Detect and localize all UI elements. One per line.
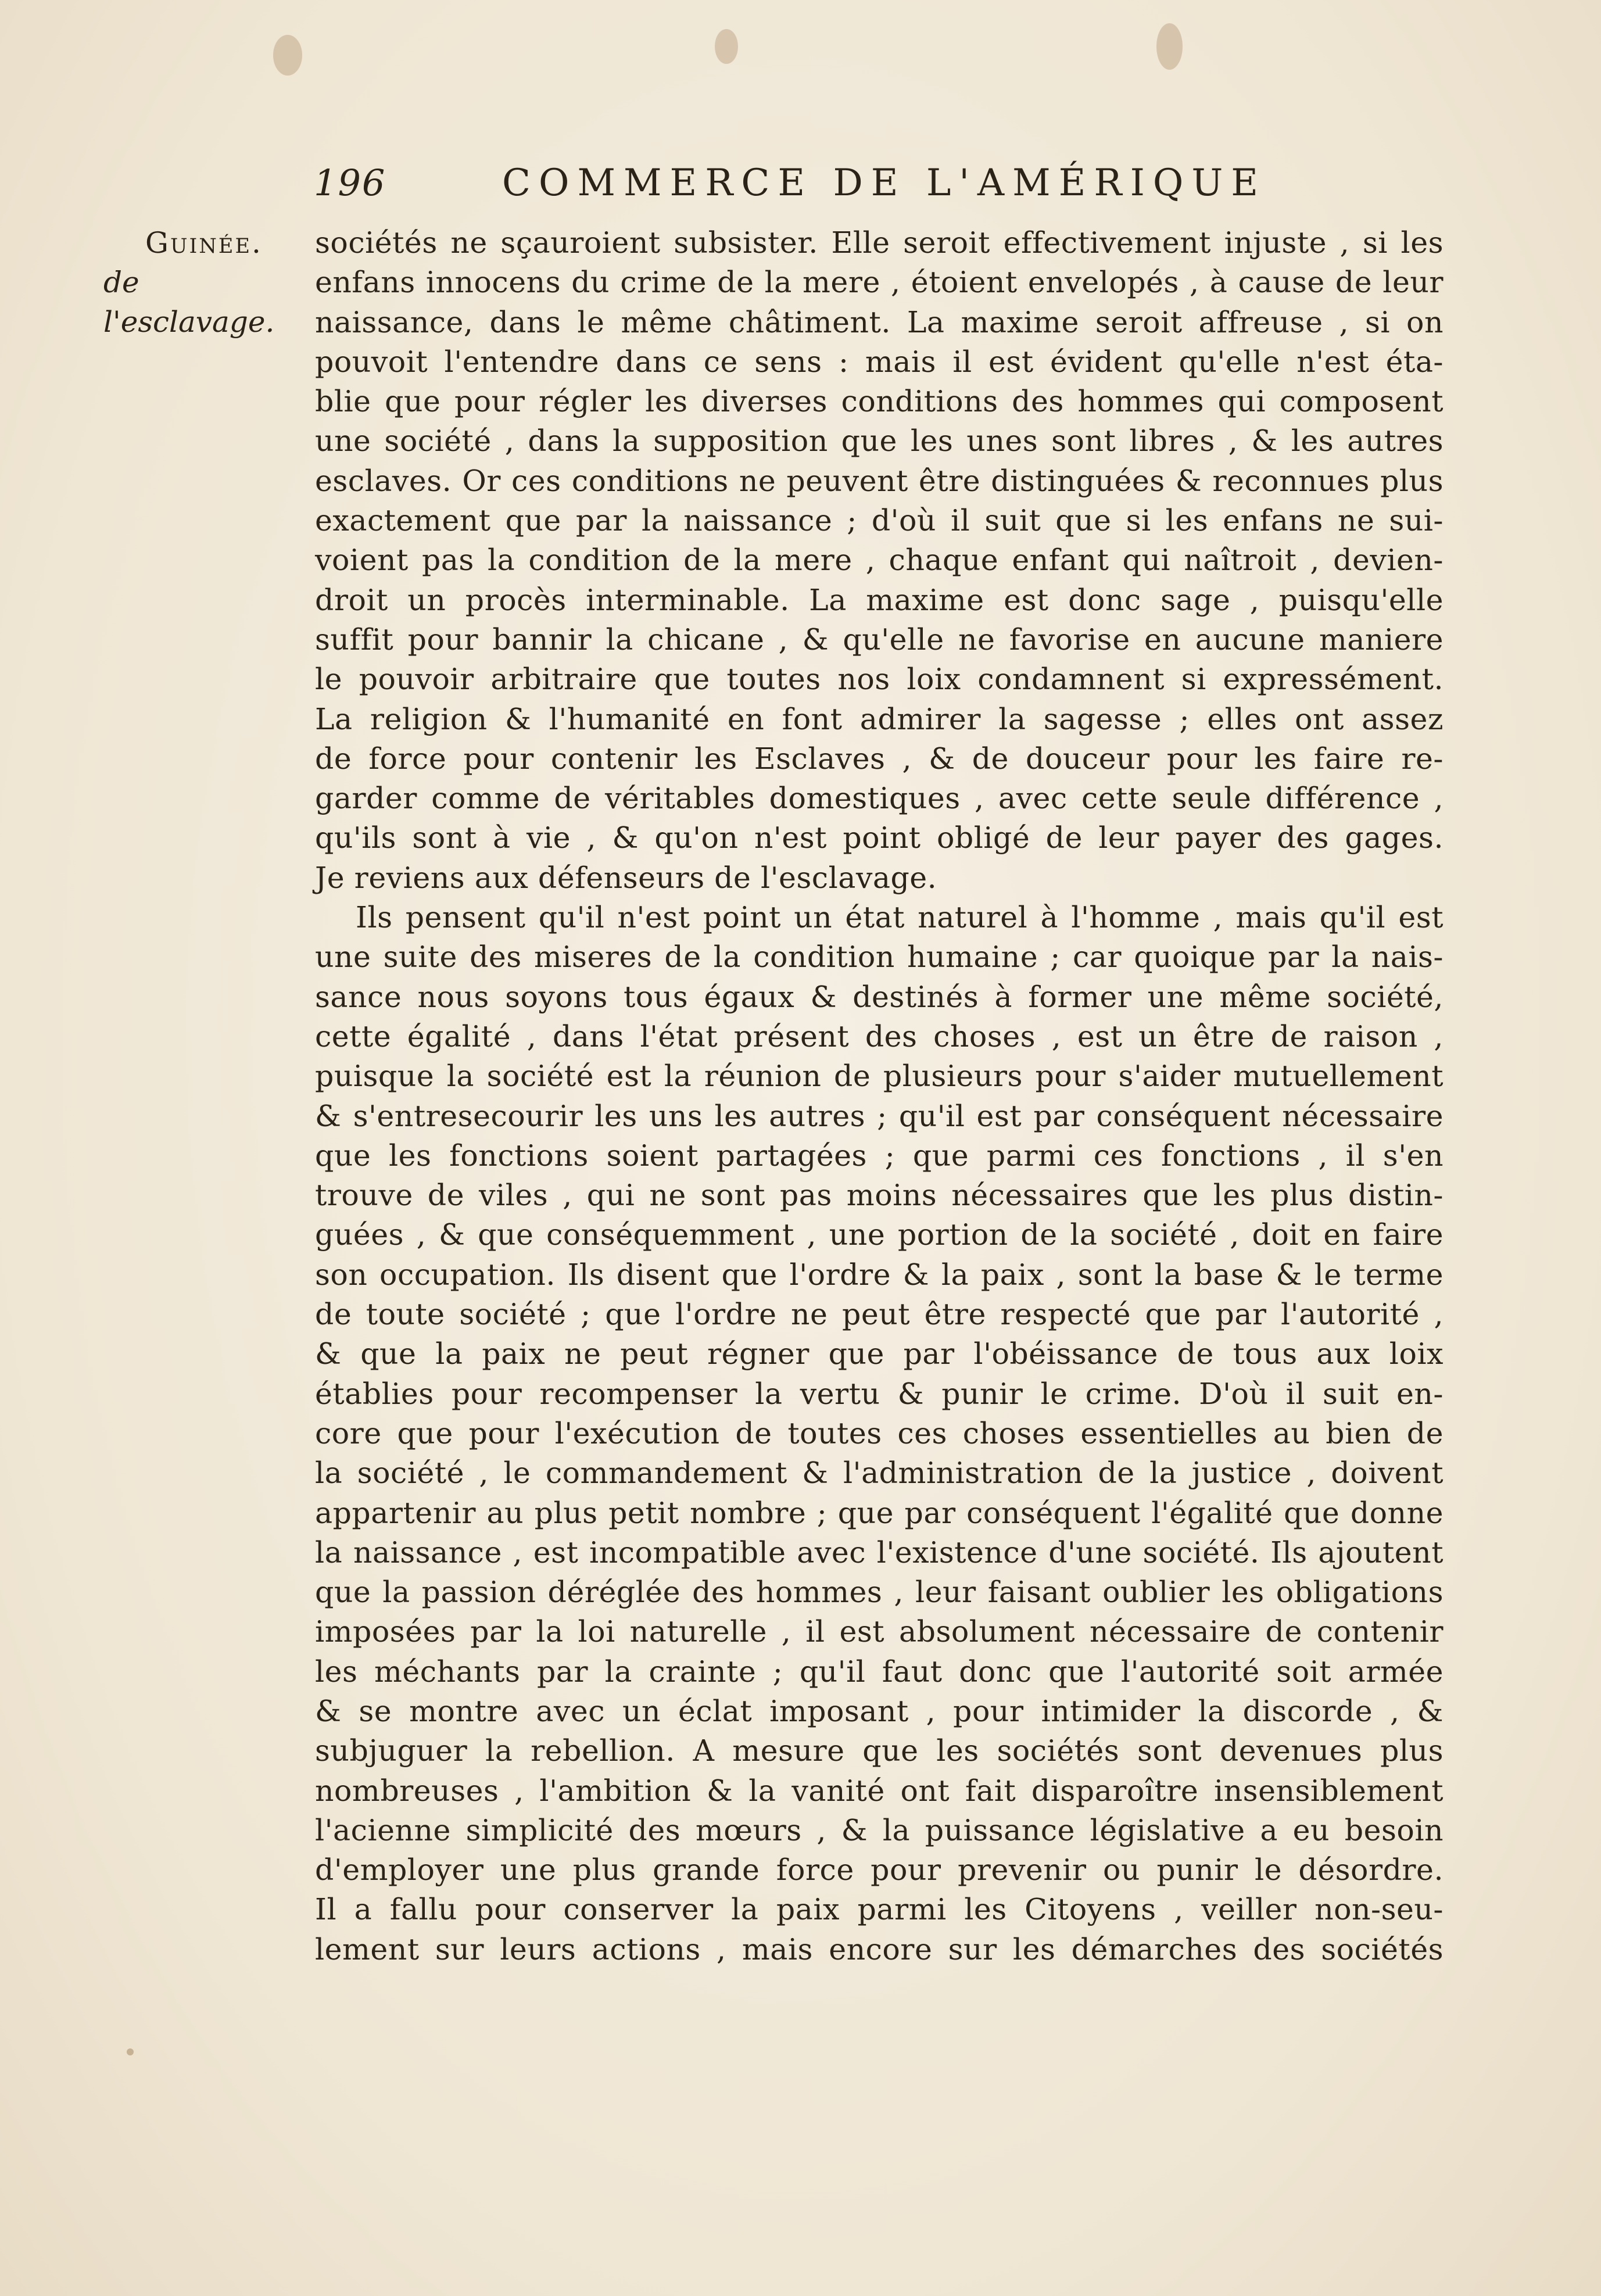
text-line: appartenir au plus petit nombre ; que par conséquent l'égalité que donne — [315, 1495, 1444, 1530]
text-line: imposées par la loi naturelle , il est absolument nécessaire de contenir — [315, 1614, 1444, 1649]
margin-note — [103, 223, 301, 342]
text-line: blie que pour régler les diverses conditions des hommes qui composent — [315, 384, 1444, 419]
paragraph-end-line: Je reviens aux défenseurs de l'esclavage. — [315, 860, 937, 895]
paragraph-start-line: Ils pensent qu'il n'est point un état naturel à l'homme , mais qu'il est — [356, 900, 1444, 935]
text-line: son occupation. Ils disent que l'ordre & la paix , sont la base & le terme — [315, 1257, 1444, 1292]
text-line: suffit pour bannir la chicane , & qu'elle ne favorise en aucune maniere — [315, 622, 1444, 657]
text-line: l'acienne simplicité des mœurs , & la puissance législative a eu besoin — [315, 1813, 1444, 1847]
text-line: subjuguer la rebellion. A mesure que les sociétés sont devenues plus — [315, 1733, 1444, 1768]
text-line: enfans innocens du crime de la mere , étoient envelopés , à cause de leur — [315, 265, 1444, 300]
page-number: 196 — [314, 162, 386, 204]
text-line: une société , dans la supposition que les unes sont libres , & les autres — [315, 424, 1444, 459]
margin-note-topic: de l'esclavage. — [103, 266, 275, 339]
text-line: la société , le commandement & l'administration de la justice , doivent — [315, 1456, 1444, 1491]
running-title: COMMERCE DE L'AMÉRIQUE — [502, 162, 1266, 205]
margin-note-place: Guinée. — [145, 226, 263, 260]
text-line: exactement que par la naissance ; d'où il suit que si les enfans ne sui- — [315, 503, 1444, 538]
text-line: que la passion déréglée des hommes , leur faisant oublier les obligations — [315, 1575, 1444, 1610]
text-line: les méchants par la crainte ; qu'il faut donc que l'autorité soit armée — [315, 1654, 1444, 1689]
text-line: la naissance , est incompatible avec l'existence d'une société. Ils ajoutent — [315, 1535, 1444, 1570]
text-line: nombreuses , l'ambition & la vanité ont fait disparoître insensiblement — [315, 1773, 1444, 1808]
text-line: & se montre avec un éclat imposant , pour intimider la discorde , & — [315, 1693, 1444, 1728]
text-line: & que la paix ne peut régner que par l'obéissance de tous aux loix — [315, 1337, 1444, 1371]
text-line: d'employer une plus grande force pour prevenir ou punir le désordre. — [315, 1853, 1444, 1887]
text-line: une suite des miseres de la condition humaine ; car quoique par la nais- — [315, 940, 1444, 975]
text-line: sance nous soyons tous égaux & destinés à former une même société, — [315, 979, 1444, 1014]
text-line: esclaves. Or ces conditions ne peuvent être distinguées & reconnues plus — [315, 463, 1444, 498]
paper-stain — [273, 35, 302, 76]
text-line: Il a fallu pour conserver la paix parmi les Citoyens , veiller non-seu- — [315, 1892, 1444, 1927]
paper-stain — [1156, 23, 1183, 70]
text-line: de toute société ; que l'ordre ne peut être respecté que par l'autorité , — [315, 1297, 1444, 1332]
text-line: que les fonctions soient partagées ; que parmi ces fonctions , il s'en — [315, 1138, 1444, 1173]
text-line: puisque la société est la réunion de plusieurs pour s'aider mutuellement — [315, 1059, 1444, 1094]
text-line: cette égalité , dans l'état présent des choses , est un être de raison , — [315, 1019, 1444, 1054]
text-line: qu'ils sont à vie , & qu'on n'est point obligé de leur payer des gages. — [315, 821, 1444, 855]
text-line: établies pour recompenser la vertu & punir le crime. D'où il suit en- — [315, 1376, 1444, 1411]
text-line: le pouvoir arbitraire que toutes nos loix condamnent si expressément. — [315, 662, 1444, 697]
text-line: trouve de viles , qui ne sont pas moins nécessaires que les plus distin- — [315, 1178, 1444, 1213]
text-line: voient pas la condition de la mere , chaque enfant qui naîtroit , devien- — [315, 543, 1444, 578]
paper-stain — [715, 29, 738, 64]
text-line: La religion & l'humanité en font admirer la sagesse ; elles ont assez — [315, 701, 1444, 736]
text-line: naissance, dans le même châtiment. La maxime seroit affreuse , si on — [315, 305, 1444, 339]
text-line: guées , & que conséquemment , une portion de la société , doit en faire — [315, 1217, 1444, 1252]
text-line: pouvoit l'entendre dans ce sens : mais il est évident qu'elle n'est éta- — [315, 344, 1444, 379]
ink-spot — [127, 2048, 134, 2055]
text-line: & s'entresecourir les uns les autres ; qu'il est par conséquent nécessaire — [315, 1098, 1444, 1133]
text-line: droit un procès interminable. La maxime est donc sage , puisqu'elle — [315, 582, 1444, 617]
text-line: de force pour contenir les Esclaves , & de douceur pour les faire re- — [315, 741, 1444, 776]
text-line: garder comme de véritables domestiques , avec cette seule différence , — [315, 781, 1444, 816]
text-line: sociétés ne sçauroient subsister. Elle seroit effectivement injuste , si les — [315, 225, 1444, 260]
text-line: core que pour l'exécution de toutes ces choses essentielles au bien de — [315, 1416, 1444, 1450]
text-line: lement sur leurs actions , mais encore sur les démarches des sociétés — [315, 1932, 1444, 1967]
body-text — [315, 223, 1444, 1969]
